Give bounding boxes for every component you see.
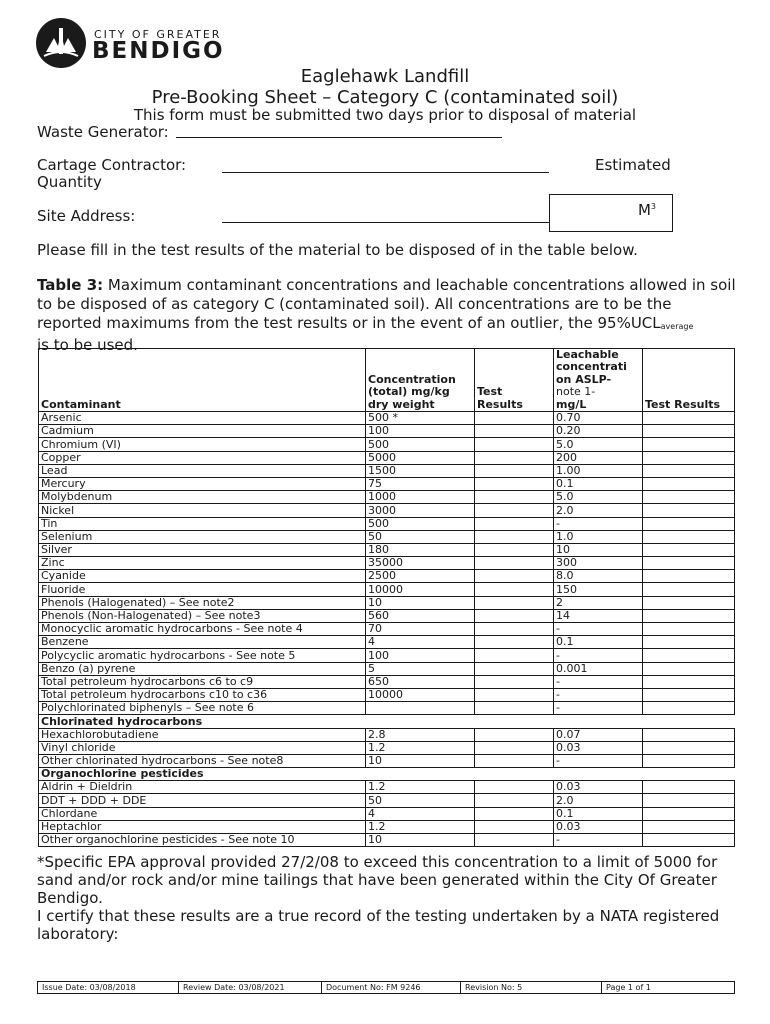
cartage-contractor-label: Cartage Contractor:: [37, 156, 187, 174]
test-result-input[interactable]: [475, 596, 554, 609]
leachable-test-result-input[interactable]: [643, 649, 735, 662]
table-row: [39, 754, 735, 767]
test-result-input[interactable]: [475, 517, 554, 530]
contaminant-cell: Lead: [39, 464, 366, 477]
table-row: [39, 543, 735, 556]
table-row: [39, 583, 735, 596]
table-row: [39, 517, 735, 530]
leachable-test-result-input[interactable]: [643, 477, 735, 490]
test-result-input[interactable]: [475, 504, 554, 517]
concentration-cell: 500: [366, 517, 475, 530]
concentration-cell: 1.2: [366, 741, 475, 754]
test-result-input[interactable]: [475, 491, 554, 504]
leachable-cell: -: [554, 649, 643, 662]
section-heading: Organochlorine pesticides: [39, 768, 735, 781]
test-result-input[interactable]: [475, 702, 554, 715]
table-row: [39, 623, 735, 636]
leachable-test-result-input[interactable]: [643, 636, 735, 649]
concentration-cell: 4: [366, 807, 475, 820]
leachable-test-result-input[interactable]: [643, 728, 735, 741]
concentration-cell: 560: [366, 609, 475, 622]
table-row: [39, 609, 735, 622]
table-row: [39, 491, 735, 504]
concentration-cell: 70: [366, 623, 475, 636]
table-row: [39, 702, 735, 715]
subtitle: This form must be submitted two days prior to disposal of material: [133, 106, 637, 124]
test-result-input[interactable]: [475, 609, 554, 622]
contaminant-cell: Monocyclic aromatic hydrocarbons - See note 4: [39, 623, 366, 636]
leachable-test-result-input[interactable]: [643, 807, 735, 820]
table-row: [39, 807, 735, 820]
document-footer: [37, 981, 735, 994]
header-test-results: Test Results: [475, 349, 554, 412]
title-line1: Eaglehawk Landfill: [300, 66, 470, 87]
section-row: [39, 768, 735, 781]
leachable-test-result-input[interactable]: [643, 781, 735, 794]
table-row: [39, 834, 735, 847]
leachable-cell: -: [554, 688, 643, 701]
leachable-cell: 8.0: [554, 570, 643, 583]
leachable-test-result-input[interactable]: [643, 491, 735, 504]
contaminant-cell: Other organochlorine pesticides - See note 10: [39, 834, 366, 847]
table-row: [39, 794, 735, 807]
leachable-cell: 150: [554, 583, 643, 596]
table-row: [39, 662, 735, 675]
leachable-cell: 2.0: [554, 504, 643, 517]
table-header-row: [39, 349, 735, 412]
concentration-cell: 1500: [366, 464, 475, 477]
table-row: [39, 820, 735, 833]
concentration-cell: 50: [366, 794, 475, 807]
epa-approval-note: *Specific EPA approval provided 27/2/08 to exceed this concentration to a limit of 5000 for sand and/or rock and/or mine tailings that have been generated within the City Of Greater Bendigo.: [37, 853, 718, 907]
footer-revision-no: Revision No: 5: [461, 982, 602, 993]
table-row: [39, 412, 735, 425]
concentration-cell: 500: [366, 438, 475, 451]
logo-line2: BENDIGO: [92, 38, 225, 64]
section-heading: Chlorinated hydrocarbons: [39, 715, 735, 728]
contaminant-cell: Heptachlor: [39, 820, 366, 833]
table-row: [39, 477, 735, 490]
concentration-cell: 1.2: [366, 781, 475, 794]
concentration-cell: 10000: [366, 688, 475, 701]
quantity-label: Quantity: [37, 173, 102, 191]
concentration-cell: 1000: [366, 491, 475, 504]
footnote: [37, 853, 737, 943]
title-line2: Pre-Booking Sheet – Category C (contaminated soil): [151, 87, 619, 108]
contaminant-cell: Zinc: [39, 557, 366, 570]
test-result-input[interactable]: [475, 649, 554, 662]
logo-emblem-icon: [36, 18, 86, 68]
table-row: [39, 741, 735, 754]
leachable-test-result-input[interactable]: [643, 451, 735, 464]
test-result-input[interactable]: [475, 636, 554, 649]
leachable-cell: 0.70: [554, 412, 643, 425]
leachable-test-result-input[interactable]: [643, 623, 735, 636]
concentration-cell: 2.8: [366, 728, 475, 741]
leachable-test-result-input[interactable]: [643, 820, 735, 833]
leachable-cell: 200: [554, 451, 643, 464]
contaminant-cell: Cadmium: [39, 425, 366, 438]
test-result-input[interactable]: [475, 754, 554, 767]
leachable-test-result-input[interactable]: [643, 583, 735, 596]
waste-generator-field[interactable]: [176, 137, 502, 138]
leachable-cell: 0.1: [554, 807, 643, 820]
test-result-input[interactable]: [475, 794, 554, 807]
concentration-cell: [366, 702, 475, 715]
table-row: [39, 438, 735, 451]
concentration-cell: 10: [366, 596, 475, 609]
leachable-test-result-input[interactable]: [643, 741, 735, 754]
quantity-field[interactable]: [549, 194, 673, 232]
concentration-cell: 3000: [366, 504, 475, 517]
contaminant-cell: Mercury: [39, 477, 366, 490]
test-result-input[interactable]: [475, 623, 554, 636]
leachable-cell: -: [554, 517, 643, 530]
footer-issue-date: Issue Date: 03/08/2018: [38, 982, 179, 993]
table-row: [39, 464, 735, 477]
leachable-cell: -: [554, 675, 643, 688]
leachable-cell: -: [554, 834, 643, 847]
leachable-cell: -: [554, 754, 643, 767]
test-result-input[interactable]: [475, 451, 554, 464]
leachable-cell: 0.07: [554, 728, 643, 741]
contaminant-cell: Fluoride: [39, 583, 366, 596]
contaminant-cell: Vinyl chloride: [39, 741, 366, 754]
leachable-cell: 1.00: [554, 464, 643, 477]
leachable-cell: 5.0: [554, 438, 643, 451]
concentration-cell: 10000: [366, 583, 475, 596]
test-result-input[interactable]: [475, 688, 554, 701]
quantity-unit: $M^3$: [637, 201, 656, 219]
contaminant-cell: Nickel: [39, 504, 366, 517]
table-row: [39, 675, 735, 688]
leachable-cell: 0.1: [554, 477, 643, 490]
concentration-cell: 180: [366, 543, 475, 556]
leachable-test-result-input[interactable]: [643, 596, 735, 609]
table-row: [39, 636, 735, 649]
test-result-input[interactable]: [475, 425, 554, 438]
leachable-test-result-input[interactable]: [643, 794, 735, 807]
test-result-input[interactable]: [475, 477, 554, 490]
test-result-input[interactable]: [475, 464, 554, 477]
estimated-label: Estimated: [595, 156, 671, 174]
test-result-input[interactable]: [475, 412, 554, 425]
leachable-cell: 2.0: [554, 794, 643, 807]
leachable-cell: 1.0: [554, 530, 643, 543]
leachable-test-result-input[interactable]: [643, 662, 735, 675]
concentration-cell: 75: [366, 477, 475, 490]
contaminant-cell: Total petroleum hydrocarbons c10 to c36: [39, 688, 366, 701]
contaminant-cell: Hexachlorobutadiene: [39, 728, 366, 741]
test-result-input[interactable]: [475, 820, 554, 833]
test-result-input[interactable]: [475, 834, 554, 847]
concentration-cell: 35000: [366, 557, 475, 570]
table-row: [39, 451, 735, 464]
header-leachable: Leachable concentrati on ASLP- note 1- mg/L: [554, 349, 643, 412]
leachable-cell: 14: [554, 609, 643, 622]
contaminant-cell: Molybdenum: [39, 491, 366, 504]
table3-description: Table 3: Maximum contaminant concentrations and leachable concentrations allowed in soil to be disposed of as category C (contaminated soil). All concentrations are to be the reported maximums from the test results or in the event of an outlier, the $95\%UCL_{average}$ is to be used.: [37, 276, 736, 354]
leachable-test-result-input[interactable]: [643, 425, 735, 438]
contaminant-cell: DDT + DDD + DDE: [39, 794, 366, 807]
leachable-cell: 0.1: [554, 636, 643, 649]
leachable-test-result-input[interactable]: [643, 464, 735, 477]
test-result-input[interactable]: [475, 807, 554, 820]
concentration-cell: 10: [366, 754, 475, 767]
test-result-input[interactable]: [475, 530, 554, 543]
contaminant-cell: Aldrin + Dieldrin: [39, 781, 366, 794]
table-row: [39, 425, 735, 438]
concentration-cell: 50: [366, 530, 475, 543]
table-row: [39, 557, 735, 570]
leachable-cell: 5.0: [554, 491, 643, 504]
table-row: [39, 728, 735, 741]
leachable-cell: 10: [554, 543, 643, 556]
contaminant-cell: Benzo (a) pyrene: [39, 662, 366, 675]
table-row: [39, 530, 735, 543]
contaminant-cell: Phenols (Halogenated) – See note2: [39, 596, 366, 609]
concentration-cell: 4: [366, 636, 475, 649]
leachable-cell: -: [554, 623, 643, 636]
test-result-input[interactable]: [475, 438, 554, 451]
contaminant-cell: Total petroleum hydrocarbons c6 to c9: [39, 675, 366, 688]
leachable-test-result-input[interactable]: [643, 557, 735, 570]
instruction-text: Please fill in the test results of the material to be disposed of in the table below.: [37, 241, 638, 259]
concentration-cell: 5000: [366, 451, 475, 464]
contaminant-cell: Benzene: [39, 636, 366, 649]
concentration-cell: 500 *: [366, 412, 475, 425]
leachable-test-result-input[interactable]: [643, 675, 735, 688]
concentration-cell: 650: [366, 675, 475, 688]
test-result-input[interactable]: [475, 728, 554, 741]
leachable-test-result-input[interactable]: [643, 517, 735, 530]
concentration-cell: 5: [366, 662, 475, 675]
contaminant-cell: Arsenic: [39, 412, 366, 425]
leachable-test-result-input[interactable]: [643, 438, 735, 451]
contaminant-cell: Copper: [39, 451, 366, 464]
concentration-cell: 2500: [366, 570, 475, 583]
leachable-test-result-input[interactable]: [643, 834, 735, 847]
concentration-cell: 1.2: [366, 820, 475, 833]
leachable-cell: 0.001: [554, 662, 643, 675]
waste-generator-label: Waste Generator:: [37, 123, 169, 141]
test-result-input[interactable]: [475, 781, 554, 794]
test-result-input[interactable]: [475, 570, 554, 583]
header-concentration: Concentration (total) mg/kg dry weight: [366, 349, 475, 412]
table-row: [39, 570, 735, 583]
section-row: [39, 715, 735, 728]
city-logo: [36, 18, 236, 68]
contaminant-cell: Other chlorinated hydrocarbons - See note8: [39, 754, 366, 767]
leachable-cell: 0.20: [554, 425, 643, 438]
leachable-test-result-input[interactable]: [643, 702, 735, 715]
site-address-label: Site Address:: [37, 207, 136, 225]
leachable-cell: 0.03: [554, 820, 643, 833]
leachable-test-result-input[interactable]: [643, 570, 735, 583]
contaminant-table: [38, 348, 735, 847]
table-row: [39, 781, 735, 794]
test-result-input[interactable]: [475, 543, 554, 556]
concentration-cell: 100: [366, 425, 475, 438]
leachable-cell: 2: [554, 596, 643, 609]
leachable-test-result-input[interactable]: [643, 688, 735, 701]
contaminant-cell: Selenium: [39, 530, 366, 543]
header-test-results-2: Test Results: [643, 349, 735, 412]
contaminant-cell: Chromium (VI): [39, 438, 366, 451]
leachable-cell: 0.03: [554, 741, 643, 754]
contaminant-cell: Silver: [39, 543, 366, 556]
leachable-cell: 300: [554, 557, 643, 570]
certification-text: I certify that these results are a true record of the testing undertaken by a NATA registered laboratory:: [37, 907, 720, 943]
leachable-test-result-input[interactable]: [643, 412, 735, 425]
table-row: [39, 504, 735, 517]
contaminant-cell: Chlordane: [39, 807, 366, 820]
test-result-input[interactable]: [475, 675, 554, 688]
leachable-test-result-input[interactable]: [643, 530, 735, 543]
leachable-test-result-input[interactable]: [643, 504, 735, 517]
leachable-test-result-input[interactable]: [643, 543, 735, 556]
contaminant-cell: Polycyclic aromatic hydrocarbons - See note 5: [39, 649, 366, 662]
test-result-input[interactable]: [475, 662, 554, 675]
header-contaminant: Contaminant: [39, 349, 366, 412]
contaminant-cell: Tin: [39, 517, 366, 530]
footer-review-date: Review Date: 03/08/2021: [179, 982, 322, 993]
test-result-input[interactable]: [475, 583, 554, 596]
cartage-contractor-field[interactable]: [222, 172, 549, 173]
table-row: [39, 688, 735, 701]
table-row: [39, 649, 735, 662]
logo-line1: CITY OF GREATER: [94, 28, 222, 41]
concentration-cell: 100: [366, 649, 475, 662]
footer-page: Page 1 of 1: [606, 983, 651, 992]
table-row: [39, 596, 735, 609]
concentration-cell: 10: [366, 834, 475, 847]
contaminant-cell: Cyanide: [39, 570, 366, 583]
test-result-input[interactable]: [475, 741, 554, 754]
footer-document-no: Document No: FM 9246: [322, 982, 461, 993]
contaminant-cell: Polychlorinated biphenyls – See note 6: [39, 702, 366, 715]
test-result-input[interactable]: [475, 557, 554, 570]
leachable-cell: -: [554, 702, 643, 715]
leachable-cell: 0.03: [554, 781, 643, 794]
leachable-test-result-input[interactable]: [643, 609, 735, 622]
leachable-test-result-input[interactable]: [643, 754, 735, 767]
site-address-field[interactable]: [222, 222, 549, 223]
contaminant-cell: Phenols (Non-Halogenated) – See note3: [39, 609, 366, 622]
